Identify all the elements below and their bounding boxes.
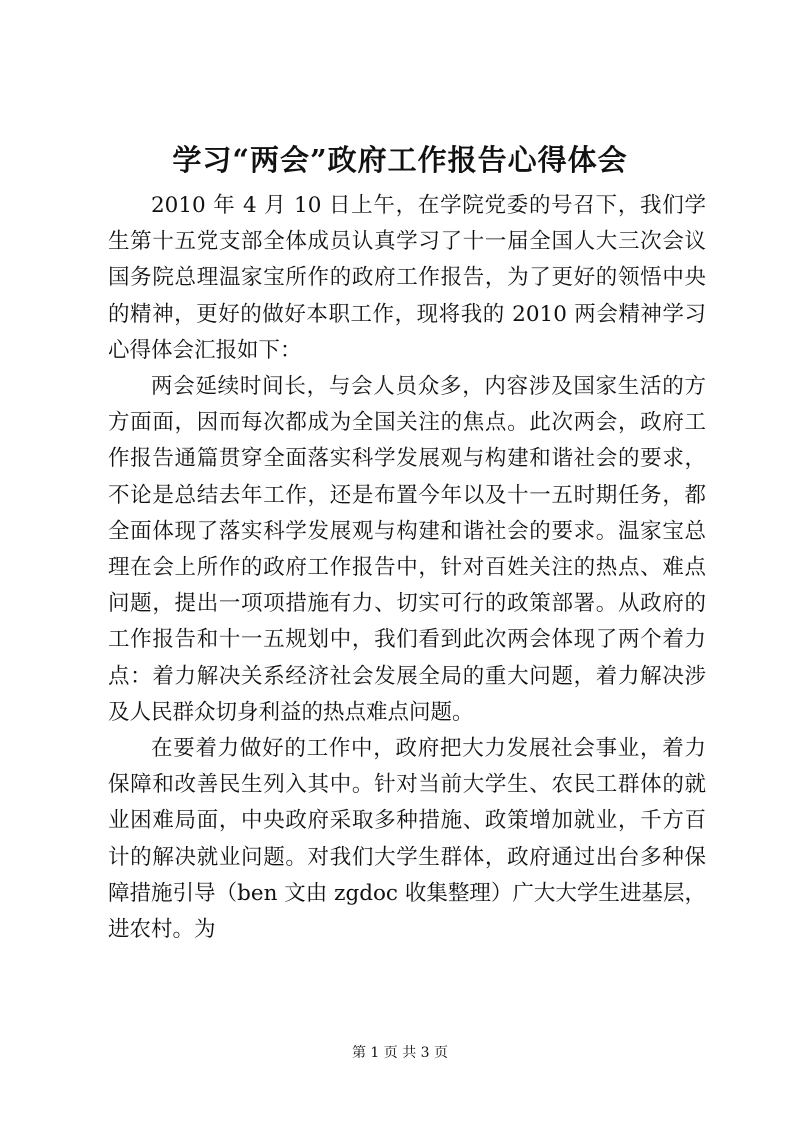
paragraph-1: 2010 年 4 月 10 日上午，在学院党委的号召下，我们学生第十五党支部全体成员认真学习了十一届全国人大三次会议国务院总理温家宝所作的政府工作报告，为了更好的领悟中央的精神，更好的做好本职工作，现将我的 2010 两会精神学习心得体会汇报如下：: [108, 193, 706, 363]
document-body: [108, 188, 706, 948]
paragraph-3: 在要着力做好的工作中，政府把大力发展社会事业，着力保障和改善民生列入其中。针对当前大学生、农民工群体的就业困难局面，中央政府采取多种措施、政策增加就业，千方百计的解决就业问题。对我们大学生群体，政府通过出台多种保障措施引导（ben 文由 zgdoc 收集整理）广大大学生进基层，进农村。为: [108, 736, 706, 943]
document-title: 学习“两会”政府工作报告心得体会: [172, 143, 628, 177]
page-footer: 第 1 页 共 3 页: [351, 1045, 449, 1061]
paragraph-2: 两会延续时间长，与会人员众多，内容涉及国家生活的方方面面，因而每次都成为全国关注的焦点。此次两会，政府工作报告通篇贯穿全面落实科学发展观与构建和谐社会的要求，不论是总结去年工作，还是布置今年以及十一五时期任务，都全面体现了落实科学发展观与构建和谐社会的要求。温家宝总理在会上所作的政府工作报告中，针对百姓关注的热点、难点问题，提出一项项措施有力、切实可行的政策部署。从政府的工作报告和十一五规划中，我们看到此次两会体现了两个着力点：着力解决关系经济社会发展全局的重大问题，着力解决涉及人民群众切身利益的热点难点问题。: [108, 374, 706, 725]
